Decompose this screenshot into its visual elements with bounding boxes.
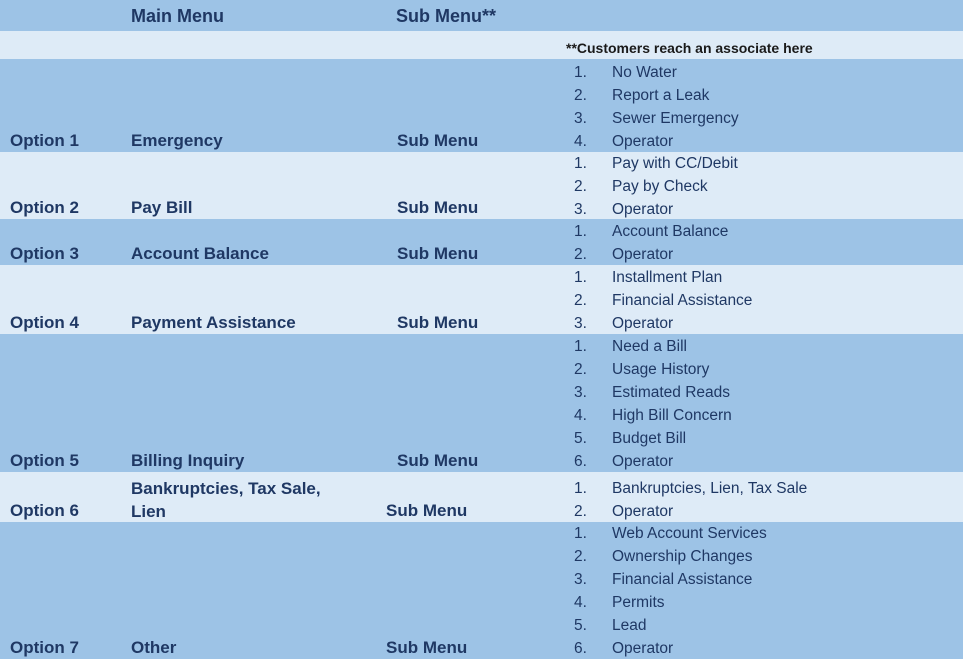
sub-menu-list bbox=[574, 220, 728, 266]
sub-menu-item: 4. Operator bbox=[574, 133, 674, 150]
sub-menu-list bbox=[574, 61, 739, 153]
main-menu-header: Main Menu bbox=[131, 6, 224, 26]
sub-menu-item: 2. Pay by Check bbox=[574, 178, 708, 195]
sub-menu-list bbox=[574, 152, 738, 221]
sub-menu-label: Sub Menu bbox=[386, 501, 468, 520]
main-menu-label: Pay Bill bbox=[131, 198, 193, 217]
sub-menu-list bbox=[574, 522, 767, 660]
main-menu-label: Other bbox=[131, 638, 177, 657]
sub-menu-label: Sub Menu bbox=[397, 131, 479, 150]
option-row-7 bbox=[0, 522, 963, 659]
option-label: Option 6 bbox=[10, 501, 79, 520]
option-row-3 bbox=[0, 219, 963, 265]
sub-menu-list bbox=[574, 266, 752, 335]
associate-note: **Customers reach an associate here bbox=[566, 40, 813, 56]
sub-menu-item: 4. Permits bbox=[574, 594, 665, 611]
sub-menu-item: 1. Need a Bill bbox=[574, 338, 687, 355]
main-menu-label: Emergency bbox=[131, 131, 223, 150]
main-menu-label: Payment Assistance bbox=[131, 313, 296, 332]
option-row-5 bbox=[0, 334, 963, 472]
sub-menu-label: Sub Menu bbox=[386, 638, 468, 657]
option-row-4 bbox=[0, 265, 963, 334]
sub-menu-label: Sub Menu bbox=[397, 451, 479, 470]
sub-menu-item: 1. Web Account Services bbox=[574, 525, 767, 542]
main-menu-label: Bankruptcies, Tax Sale, Lien bbox=[131, 479, 321, 521]
option-label: Option 5 bbox=[10, 451, 79, 470]
sub-menu-item: 4. High Bill Concern bbox=[574, 407, 732, 424]
sub-menu-item: 2. Usage History bbox=[574, 361, 710, 378]
sub-menu-item: 1. Installment Plan bbox=[574, 269, 723, 286]
sub-menu-label: Sub Menu bbox=[397, 198, 479, 217]
main-menu-label: Account Balance bbox=[131, 244, 269, 263]
sub-menu-item: 2. Operator bbox=[574, 503, 674, 520]
sub-menu-item: 5. Lead bbox=[574, 617, 647, 634]
sub-menu-item: 2. Report a Leak bbox=[574, 87, 710, 104]
sub-menu-item: 3. Operator bbox=[574, 315, 674, 332]
sub-menu-item: 1. Pay with CC/Debit bbox=[574, 155, 738, 172]
option-row-2 bbox=[0, 152, 963, 219]
sub-menu-item: 3. Sewer Emergency bbox=[574, 110, 739, 127]
option-row-6 bbox=[0, 472, 963, 522]
sub-menu-item: 3. Financial Assistance bbox=[574, 571, 753, 588]
option-row-1 bbox=[0, 59, 963, 152]
header-row bbox=[0, 0, 963, 31]
option-label: Option 4 bbox=[10, 313, 79, 332]
note-row bbox=[0, 31, 963, 59]
sub-menu-item: 3. Operator bbox=[574, 201, 674, 218]
option-label: Option 2 bbox=[10, 198, 79, 217]
sub-menu-item: 1. Account Balance bbox=[574, 223, 729, 240]
sub-menu-list bbox=[574, 477, 807, 523]
option-label: Option 1 bbox=[10, 131, 79, 150]
sub-menu-item: 6. Operator bbox=[574, 640, 674, 657]
sub-menu-label: Sub Menu bbox=[397, 244, 479, 263]
sub-menu-item: 2. Ownership Changes bbox=[574, 548, 753, 565]
sub-menu-item: 2. Operator bbox=[574, 246, 674, 263]
sub-menu-header: Sub Menu** bbox=[396, 6, 497, 26]
sub-menu-item: 6. Operator bbox=[574, 453, 674, 470]
sub-menu-list bbox=[574, 335, 732, 473]
sub-menu-item: 5. Budget Bill bbox=[574, 430, 687, 447]
sub-menu-item: 1. No Water bbox=[574, 64, 677, 81]
main-menu-label: Billing Inquiry bbox=[131, 451, 245, 470]
sub-menu-item: 2. Financial Assistance bbox=[574, 292, 753, 309]
option-label: Option 3 bbox=[10, 244, 79, 263]
option-label: Option 7 bbox=[10, 638, 79, 657]
sub-menu-item: 3. Estimated Reads bbox=[574, 384, 731, 401]
sub-menu-label: Sub Menu bbox=[397, 313, 479, 332]
sub-menu-item: 1. Bankruptcies, Lien, Tax Sale bbox=[574, 480, 808, 497]
